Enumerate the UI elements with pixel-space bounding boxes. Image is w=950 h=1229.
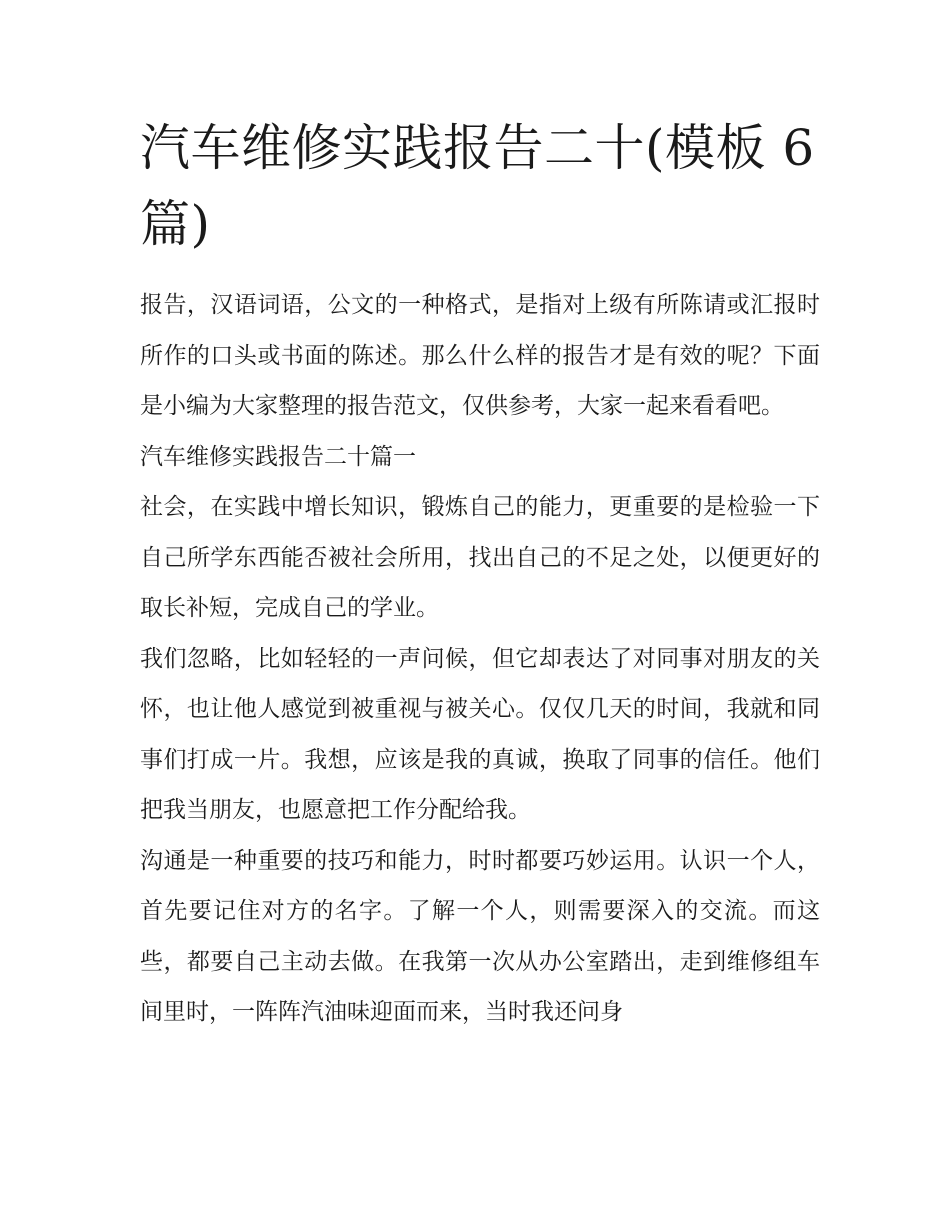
intro-paragraph: 报告，汉语词语，公文的一种格式，是指对上级有所陈请或汇报时所作的口头或书面的陈述。那么什么样的报告才是有效的呢？下面是小编为大家整理的报告范文，仅供参考，大家一起来看看吧。 — [140, 292, 820, 419]
body-paragraph: 社会，在实践中增长知识，锻炼自己的能力，更重要的是检验一下自己所学东西能否被社会所用，找出自己的不足之处，以便更好的取长补短，完成自己的学业。 — [140, 494, 820, 621]
section-heading: 汽车维修实践报告二十篇一 — [140, 443, 416, 470]
body-paragraph: 我们忽略，比如轻轻的一声问候，但它却表达了对同事对朋友的关怀，也让他人感觉到被重视与被关心。仅仅几天的时间，我就和同事们打成一片。我想，应该是我的真诚，换取了同事的信任。他们把我当朋友，也愿意把工作分配给我。 — [140, 645, 820, 823]
document-page — [140, 110, 820, 1038]
body-paragraph: 沟通是一种重要的技巧和能力，时时都要巧妙运用。认识一个人，首先要记住对方的名字。了解一个人，则需要深入的交流。而这些，都要自己主动去做。在我第一次从办公室踏出，走到维修组车间里时，一阵阵汽油味迎面而来，当时我还问身 — [140, 847, 820, 1025]
document-title: 汽车维修实践报告二十(模板 6 篇) — [140, 119, 815, 253]
